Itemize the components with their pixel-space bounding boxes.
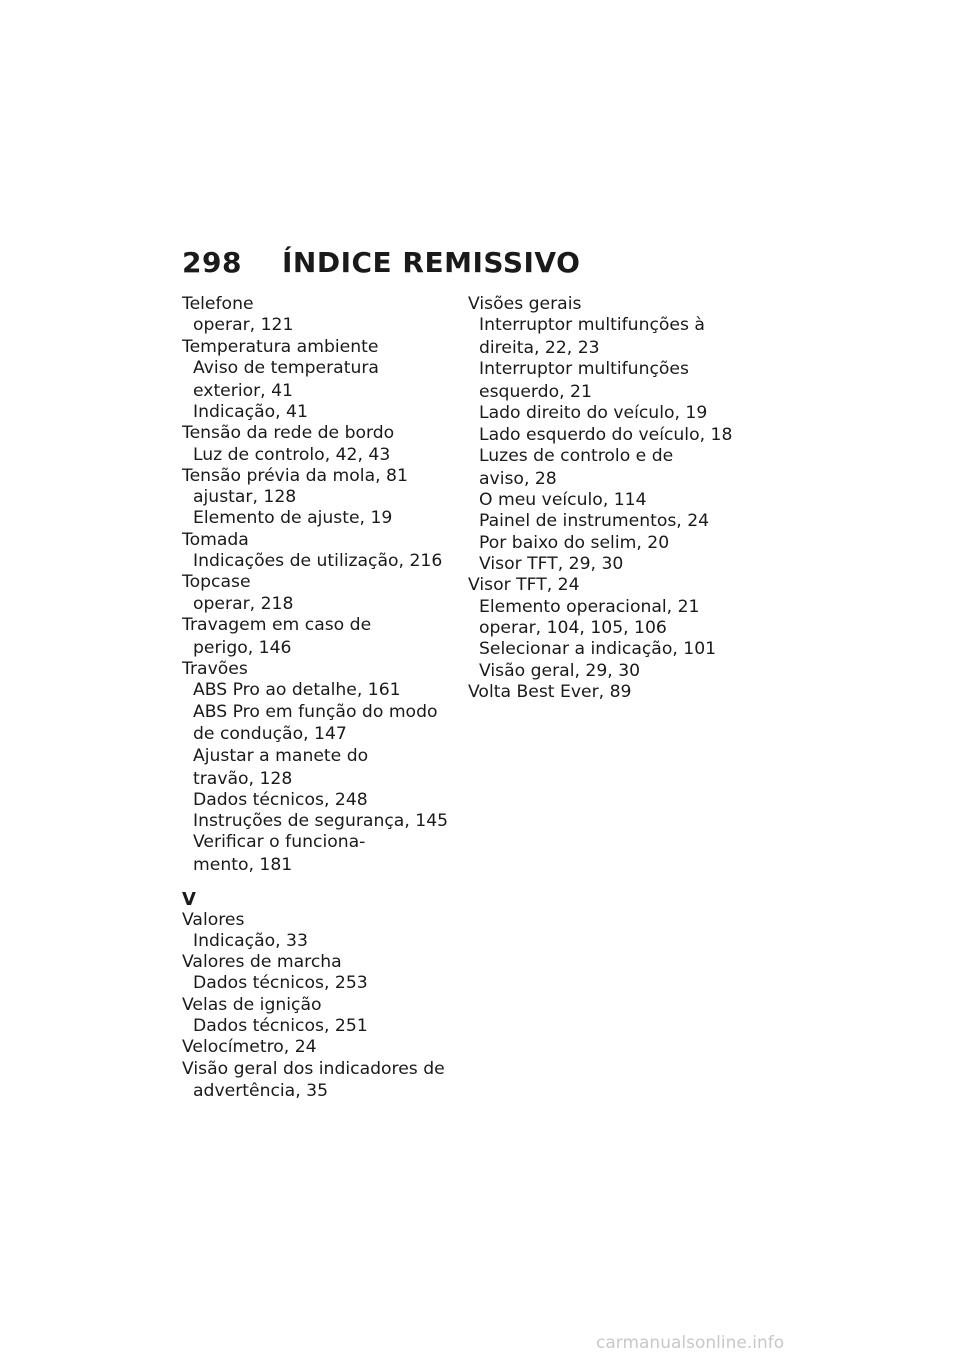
index-subentry: perigo, 146 (193, 637, 292, 658)
index-entry: Valores (182, 909, 245, 930)
index-subentry: Indicações de utilização, 216 (193, 551, 443, 572)
index-subentry: Visor TFT, 29, 30 (479, 554, 624, 575)
index-column-right (468, 294, 758, 703)
index-entry: Visor TFT, 24 (468, 575, 580, 596)
index-entry: Tensão prévia da mola, 81 (182, 465, 408, 486)
index-entry: Tomada (182, 529, 249, 550)
index-subentry: advertência, 35 (193, 1081, 329, 1102)
index-entry: Travões (182, 659, 248, 680)
index-subentry: O meu veículo, 114 (479, 490, 647, 511)
index-subentry: Dados técnicos, 248 (193, 789, 368, 810)
index-subentry: ABS Pro em função do modo (193, 701, 438, 722)
index-entry: Travagem em caso de (182, 614, 372, 635)
index-subentry: operar, 104, 105, 106 (479, 617, 667, 638)
index-subentry: Luzes de controlo e de (479, 446, 674, 467)
index-subentry: de condução, 147 (193, 724, 347, 745)
index-subentry: Interruptor multifunções à (479, 315, 705, 336)
index-subentry: travão, 128 (193, 768, 293, 789)
index-subentry: Instruções de segurança, 145 (193, 811, 449, 832)
index-subentry: Lado direito do veículo, 19 (479, 403, 708, 424)
index-section-t (182, 294, 452, 877)
index-letter-heading: V (182, 888, 196, 910)
index-subentry: Por baixo do selim, 20 (479, 532, 670, 553)
index-entry: Visão geral dos indicadores de (182, 1058, 445, 1079)
index-entry: Valores de marcha (182, 952, 342, 973)
page-number: 298 (182, 246, 242, 279)
index-column-left (182, 294, 452, 1103)
index-subentry: Visão geral, 29, 30 (479, 660, 641, 681)
watermark: carmanualsonline.info (596, 1333, 785, 1353)
index-entry: Topcase (182, 572, 251, 593)
index-subentry: Lado esquerdo do veículo, 18 (479, 424, 733, 445)
index-subentry: Indicação, 33 (193, 930, 308, 951)
index-entry: Velocímetro, 24 (182, 1037, 317, 1058)
page-title: ÍNDICE REMISSIVO (282, 246, 581, 279)
index-subentry: esquerdo, 21 (479, 382, 592, 403)
index-subentry: Elemento operacional, 21 (479, 596, 700, 617)
index-subentry: Dados técnicos, 251 (193, 1016, 368, 1036)
index-subentry: direita, 22, 23 (479, 338, 600, 359)
index-subentry: aviso, 28 (479, 468, 557, 489)
index-subentry: operar, 218 (193, 593, 294, 614)
index-subentry: Selecionar a indicação, 101 (479, 639, 717, 660)
index-section-v (182, 910, 452, 1103)
index-subentry: mento, 181 (193, 855, 293, 876)
page-header (182, 246, 580, 279)
index-entry: Visões gerais (468, 294, 582, 314)
index-entry: Telefone (182, 294, 254, 314)
index-subentry: ajustar, 128 (193, 487, 297, 508)
index-entry: Velas de ignição (182, 994, 322, 1015)
index-subentry: Indicação, 41 (193, 401, 308, 422)
index-subentry: operar, 121 (193, 315, 294, 336)
index-subentry: Ajustar a manete do (193, 745, 369, 766)
index-subentry: Dados técnicos, 253 (193, 973, 368, 994)
index-entry: Volta Best Ever, 89 (468, 681, 632, 702)
index-subentry: Aviso de temperatura (193, 357, 379, 378)
index-subentry: Interruptor multifunções (479, 359, 689, 380)
index-subentry: Luz de controlo, 42, 43 (193, 444, 391, 465)
index-entry: Temperatura ambiente (182, 336, 379, 357)
index-subentry: ABS Pro ao detalhe, 161 (193, 680, 401, 701)
index-subentry: Elemento de ajuste, 19 (193, 508, 393, 529)
index-subentry: Verificar o funciona- (193, 832, 366, 853)
index-entry: Tensão da rede de bordo (182, 423, 395, 444)
index-subentry: Painel de instrumentos, 24 (479, 511, 710, 532)
index-subentry: exterior, 41 (193, 380, 293, 401)
index-section-right (468, 294, 758, 703)
